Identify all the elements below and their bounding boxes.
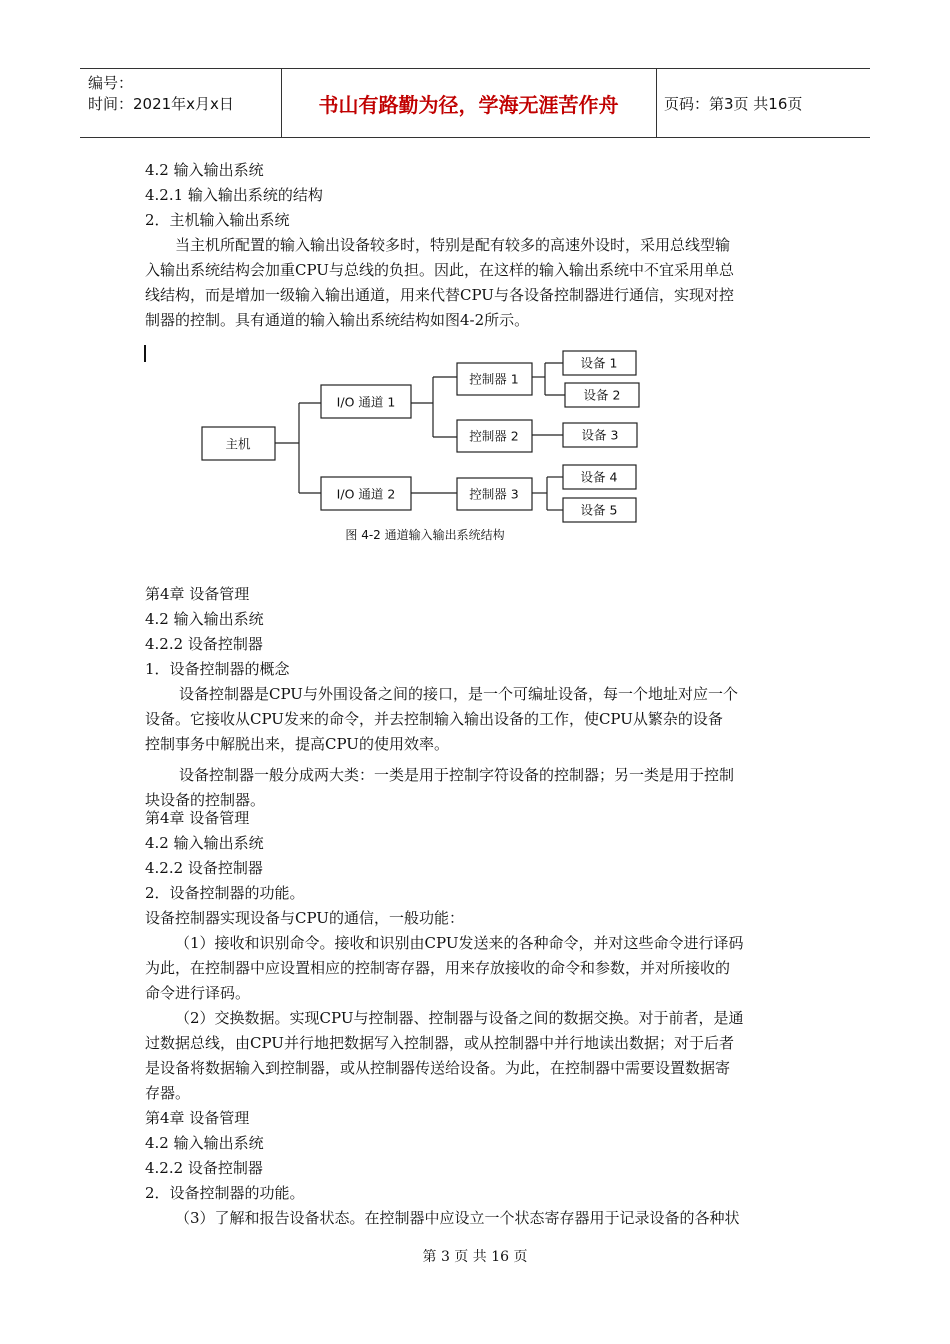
subsection-heading: 4.2.1 输入输出系统的结构 (145, 186, 323, 204)
io-channel-diagram (195, 345, 655, 545)
channel2-label: I/O 通道 2 (336, 486, 396, 502)
topic-heading: 1．设备控制器的概念 (145, 660, 290, 678)
controller1-label: 控制器 1 (469, 371, 519, 387)
paragraph-line: 设备。它接收从CPU发来的命令，并去控制输入输出设备的工作，使CPU从繁杂的设备 (145, 710, 723, 728)
topic-heading: 2．主机输入输出系统 (145, 211, 290, 229)
paragraph-line: 设备控制器是CPU与外围设备之间的接口，是一个可编址设备，每一个地址对应一个 (179, 685, 738, 703)
paragraph-line: 制器的控制。具有通道的输入输出系统结构如图4-2所示。 (145, 311, 530, 329)
section-controller-concept (145, 582, 809, 813)
host-label: 主机 (225, 436, 251, 452)
paragraph-line: 当主机所配置的输入输出设备较多时，特别是配有较多的高速外设时，采用总线型输 (175, 236, 731, 254)
subsection-heading: 4.2.2 设备控制器 (145, 859, 263, 877)
topic-heading: 2．设备控制器的功能。 (145, 884, 305, 902)
date-label: 时间：2021年x月x日 (88, 95, 234, 113)
subsection-heading: 4.2.2 设备控制器 (145, 635, 263, 653)
paragraph-line: 设备控制器一般分成两大类：一类是用于控制字符设备的控制器；另一类是用于控制 (179, 766, 735, 784)
subsection-heading: 4.2.2 设备控制器 (145, 1159, 263, 1177)
channel1-label: I/O 通道 1 (336, 394, 396, 410)
section-heading: 4.2 输入输出系统 (145, 161, 264, 179)
section-heading: 4.2 输入输出系统 (145, 834, 264, 852)
text-cursor (144, 345, 146, 362)
chapter-heading: 第4章 设备管理 (145, 585, 250, 603)
diagram-svg (195, 345, 655, 545)
paragraph-line: 过数据总线，由CPU并行地把数据写入控制器，或从控制器中并行地读出数据；对于后者 (145, 1034, 734, 1052)
section-heading: 4.2 输入输出系统 (145, 610, 264, 628)
device5-label: 设备 5 (580, 502, 618, 518)
paragraph-line: 块设备的控制器。 (145, 791, 266, 809)
device4-label: 设备 4 (580, 469, 618, 485)
device1-label: 设备 1 (580, 355, 618, 371)
chapter-heading: 第4章 设备管理 (145, 1109, 250, 1127)
document-header (80, 68, 870, 138)
controller2-label: 控制器 2 (469, 428, 519, 444)
paragraph-line: 入输出系统结构会加重CPU与总线的负担。因此，在这样的输入输出系统中不宜采用单总 (145, 261, 734, 279)
header-motto: 书山有路勤为径，学海无涯苦作舟 (318, 92, 619, 117)
header-meta (88, 73, 278, 115)
paragraph-line: 存器。 (145, 1084, 191, 1102)
section-controller-functions-cont (145, 1106, 809, 1231)
intro-line: 设备控制器实现设备与CPU的通信，一般功能： (145, 909, 464, 927)
figure-caption: 图 4-2 通道输入输出系统结构 (345, 528, 505, 542)
diagram-boxes (202, 351, 639, 522)
section-controller-functions (145, 806, 809, 1106)
header-divider (656, 69, 657, 137)
paragraph-line: 线结构，而是增加一级输入输出通道，用来代替CPU与各设备控制器进行通信，实现对控 (145, 286, 734, 304)
chapter-heading: 第4章 设备管理 (145, 809, 250, 827)
paragraph-line: 控制事务中解脱出来，提高CPU的使用效率。 (145, 735, 449, 753)
paragraph-line: 是设备将数据输入到控制器，或从控制器传送给设备。为此，在控制器中需要设置数据寄 (145, 1059, 731, 1077)
paragraph-line: （1）接收和识别命令。接收和识别由CPU发送来的各种命令，并对这些命令进行译码 (175, 934, 744, 952)
paragraph-line: 命令进行译码。 (145, 984, 251, 1002)
paragraph-line: （3）了解和报告设备状态。在控制器中应设立一个状态寄存器用于记录设备的各种状 (175, 1209, 740, 1227)
topic-heading: 2．设备控制器的功能。 (145, 1184, 305, 1202)
code-label: 编号： (88, 74, 134, 92)
header-page-info: 页码：第3页 共16页 (664, 94, 803, 113)
controller3-label: 控制器 3 (469, 486, 519, 502)
section-io-structure (145, 158, 809, 333)
diagram-labels (225, 356, 620, 543)
paragraph-line: 为此，在控制器中应设置相应的控制寄存器，用来存放接收的命令和参数，并对所接收的 (145, 959, 731, 977)
device3-label: 设备 3 (581, 427, 619, 443)
paragraph-line: （2）交换数据。实现CPU与控制器、控制器与设备之间的数据交换。对于前者，是通 (175, 1009, 744, 1027)
section-heading: 4.2 输入输出系统 (145, 1134, 264, 1152)
device2-label: 设备 2 (583, 387, 621, 403)
page-footer: 第 3 页 共 16 页 (422, 1249, 528, 1265)
